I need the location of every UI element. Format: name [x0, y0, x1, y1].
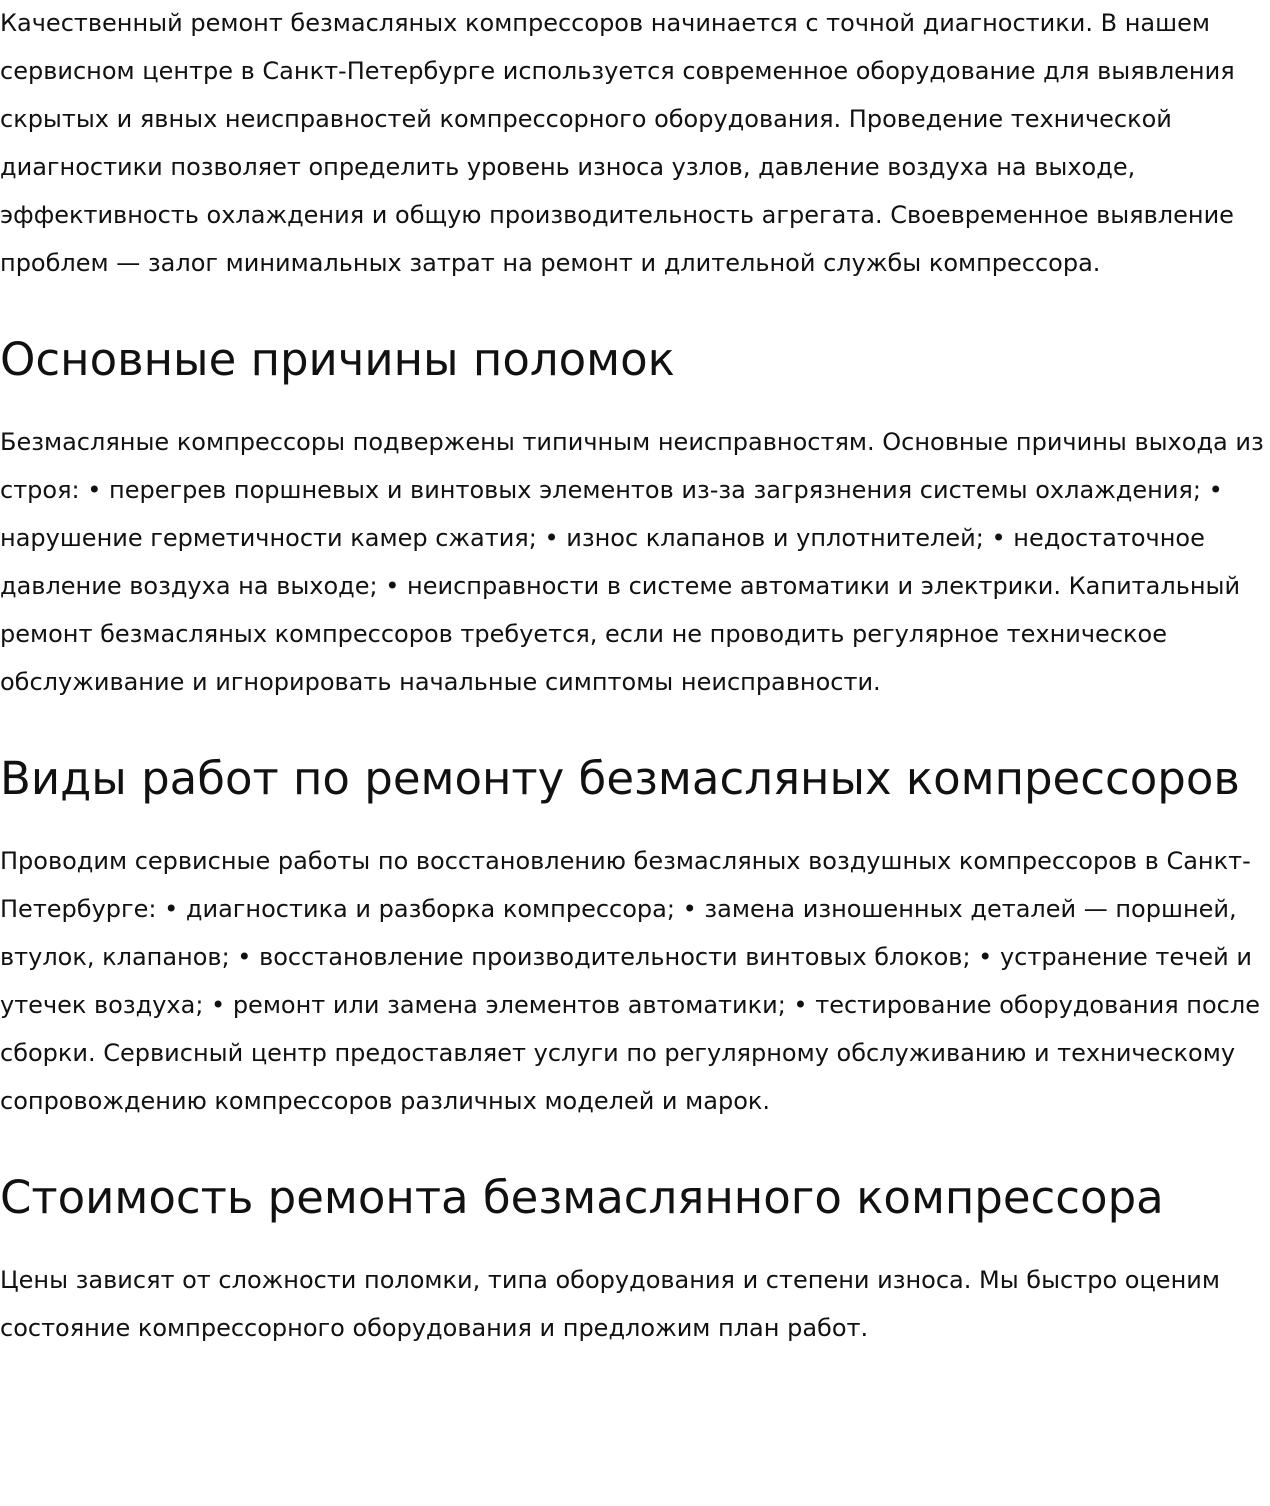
section-text-works: Проводим сервисные работы по восстановлению безмасляных воздушных компрессоров в Санкт-Петербурге: • диагностика и разборка компрессора; • замена изношенных деталей — поршней, втулок, клапанов; • восстановление производительности винтовых блоков; • устранение течей и утечек воздуха; • ремонт или замена элементов автоматики; • тестирование оборудования после сборки. Сервисный центр предоставляет услуги по регулярному обслуживанию и техническому сопровождению компрессоров различных моделей и марок. [0, 847, 1260, 1115]
intro-paragraph: Качественный ремонт безмасляных компрессоров начинается с точной диагностики. В нашем сервисном центре в Санкт-Петербурге используется современное оборудование для выявления скрытых и явных неисправностей компрессорного оборудования. Проведение технической диагностики позволяет определить уровень износа узлов, давление воздуха на выходе, эффективность охлаждения и общую производительность агрегата. Своевременное выявление проблем — залог минимальных затрат на ремонт и длительной службы компрессора. [0, 9, 1235, 277]
section-text-causes: Безмасляные компрессоры подвержены типичным неисправностям. Основные причины выхода из строя: • перегрев поршневых и винтовых элементов из-за загрязнения системы охлаждения; • нарушение герметичности камер сжатия; • износ клапанов и уплотнителей; • недостаточное давление воздуха на выходе; • неисправности в системе автоматики и электрики. Капитальный ремонт безмасляных компрессоров требуется, если не проводить регулярное техническое обслуживание и игнорировать начальные симптомы неисправности. [0, 428, 1264, 696]
section-heading-works: Виды работ по ремонту безмасляных компрессоров [0, 752, 1240, 805]
section-text-cost: Цены зависят от сложности поломки, типа оборудования и степени износа. Мы быстро оценим состояние компрессорного оборудования и предложим план работ. [0, 1266, 1220, 1342]
section-heading-cost: Стоимость ремонта безмаслянного компрессора [0, 1171, 1164, 1224]
section-heading-causes: Основные причины поломок [0, 333, 675, 386]
